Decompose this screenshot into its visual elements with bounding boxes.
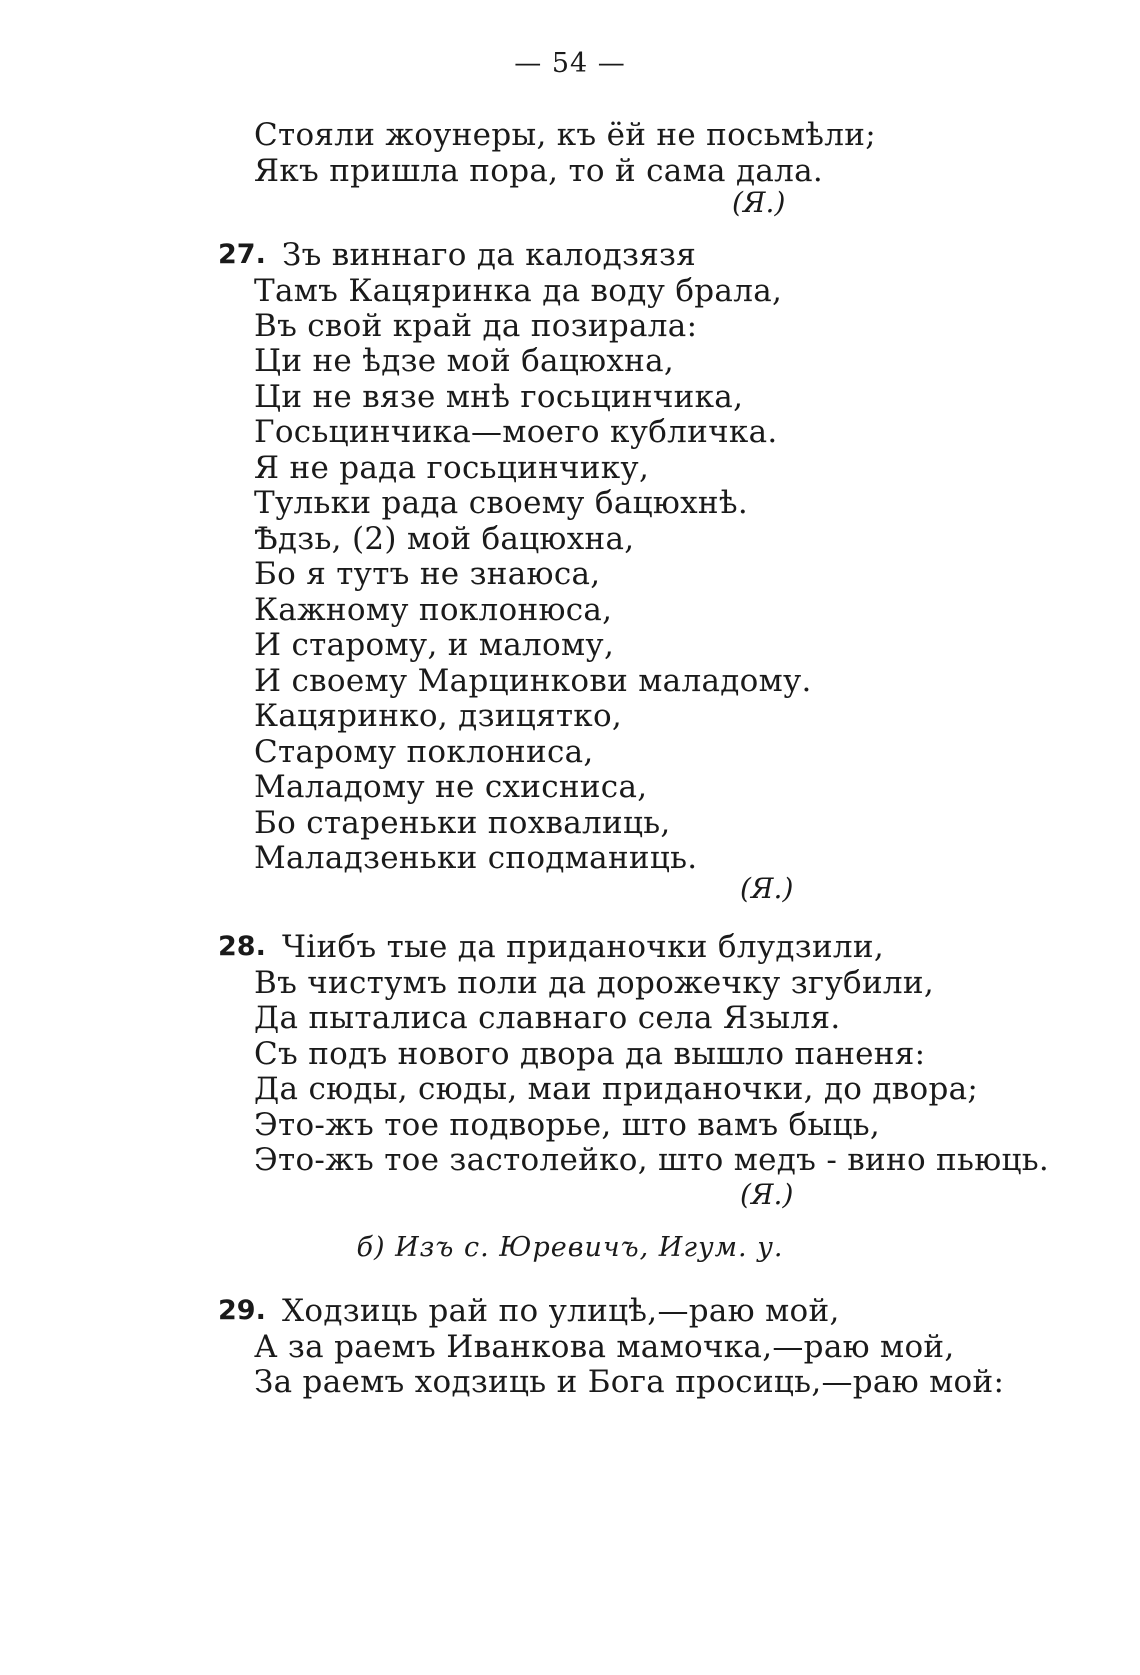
- poem-line: Ци не вязе мнѣ госьцинчика,: [254, 379, 744, 415]
- fragment-line: Якъ пришла пора, то й сама дала.: [254, 153, 824, 189]
- poem-source: (Я.): [740, 1178, 794, 1211]
- poem-line: А за раемъ Иванкова мамочка,—раю мой,: [254, 1329, 955, 1365]
- poem-line: Бо я тутъ не знаюса,: [254, 556, 601, 592]
- poem-line: Да пыталиса славнаго села Языля.: [254, 1000, 841, 1036]
- fragment-source: (Я.): [732, 186, 786, 219]
- poem-line: Тамъ Кацяринка да воду брала,: [254, 273, 783, 309]
- poem-line: Я не рада госьцинчику,: [254, 450, 650, 486]
- poem-line: Кацяринко, дзицятко,: [254, 698, 623, 734]
- poem-line: За раемъ ходзиць и Бога просиць,—раю мой:: [254, 1364, 1005, 1400]
- poem-line: Ѣдзь, (2) мой бацюхна,: [254, 521, 635, 557]
- poem-number: 29.: [218, 1295, 266, 1326]
- poem-number: 27.: [218, 239, 266, 270]
- poem-line: Бо стареньки похвалиць,: [254, 805, 671, 841]
- page-number: — 54 —: [514, 48, 626, 79]
- section-heading: б) Изъ с. Юревичъ, Игум. у.: [356, 1232, 784, 1263]
- poem-line: Съ подъ нового двора да вышло паненя:: [254, 1036, 926, 1072]
- poem-line: Зъ виннаго да калодзязя: [282, 237, 697, 273]
- poem-line: Да сюды, сюды, маи приданочки, до двора;: [254, 1071, 979, 1107]
- poem-source: (Я.): [740, 872, 794, 905]
- poem-line: Госьцинчика—моего кубличка.: [254, 414, 778, 450]
- poem-line: Маладому не схисниса,: [254, 769, 648, 805]
- poem-number: 28.: [218, 931, 266, 962]
- poem-line: Маладзеньки сподманиць.: [254, 840, 698, 876]
- poem-line: Ходзиць рай по улицѣ,—раю мой,: [282, 1293, 840, 1329]
- poem-line: Ци не ѣдзе мой бацюхна,: [254, 343, 675, 379]
- poem-line: Это-жъ тое подворье, што вамъ быць,: [254, 1107, 881, 1143]
- fragment-line: Стояли жоунеры, къ ёй не посьмѣли;: [254, 117, 876, 153]
- poem-line: И своему Марцинкови маладому.: [254, 663, 812, 699]
- poem-line: Чiибъ тые да приданочки блудзили,: [282, 929, 885, 965]
- poem-line: Въ чистумъ поли да дорожечку згубили,: [254, 965, 935, 1001]
- poem-line: Кажному поклонюса,: [254, 592, 613, 628]
- poem-line: Это-жъ тое застолейко, што медъ - вино пьюць.: [254, 1142, 1050, 1178]
- poem-line: И старому, и малому,: [254, 627, 615, 663]
- poem-line: Тульки рада своему бацюхнѣ.: [254, 485, 749, 521]
- poem-line: Старому поклониса,: [254, 734, 594, 770]
- poem-line: Въ свой край да позирала:: [254, 308, 698, 344]
